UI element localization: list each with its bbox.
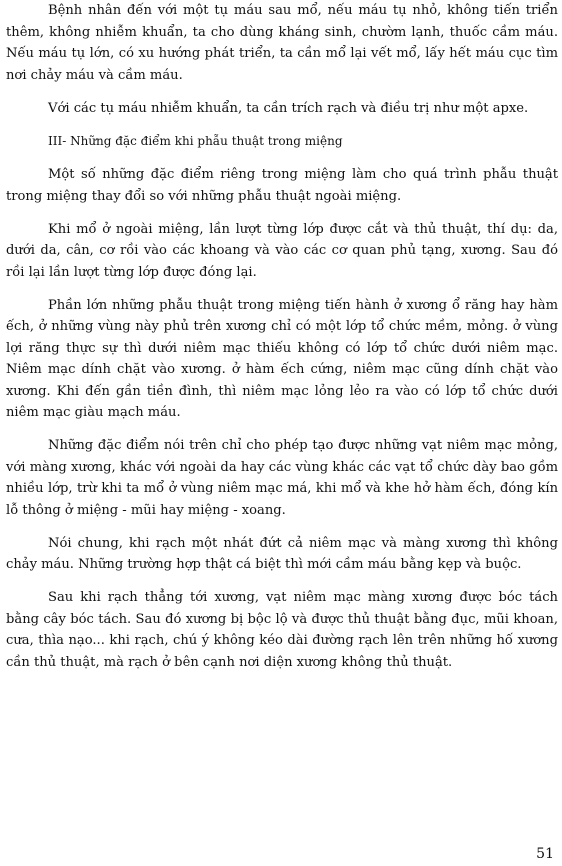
paragraph-infected-hematoma: Với các tụ máu nhiễm khuẩn, ta cần trích rạch và điều trị như một apxe.: [48, 100, 529, 116]
page-body: [6, 0, 558, 685]
page-number: 51: [536, 846, 554, 862]
paragraph-hematoma-treatment: Bệnh nhân đến với một tụ máu sau mổ, nếu máu tụ nhỏ, không tiến triển thêm, không nhiễm khuẩn, ta cho dùng kháng sinh, chườm lạnh, thuốc cầm máu. Nếu máu tụ lớn, có xu hướng phát triển, ta cần mổ lại vết mổ, lấy hết máu cục tìm nơi chảy máu và cầm máu.: [6, 3, 558, 83]
paragraph-incision-bleeding: Nói chung, khi rạch một nhát đứt cả niêm mạc và màng xương thì không chảy máu. Những trường hợp thật cá biệt thì mới cầm máu bằng kẹp và buộc.: [6, 535, 558, 572]
paragraph-oral-surgery-intro: Một số những đặc điểm riêng trong miệng làm cho quá trình phẫu thuật trong miệng thay đổi so với những phẫu thuật ngoài miệng.: [6, 167, 558, 204]
paragraph-external-surgery: Khi mổ ở ngoài miệng, lần lượt từng lớp được cắt và thủ thuật, thí dụ: da, dưới da, cân, cơ rồi vào các khoang và vào các cơ quan phủ tạng, xương. Sau đó rồi lại lần lượt từng lớp được đóng lại.: [6, 221, 558, 280]
paragraph-flap-characteristics: Những đặc điểm nói trên chỉ cho phép tạo được những vạt niêm mạc mỏng, với màng xương, khác với ngoài da hay các vùng khác các vạt tổ chức dày bao gồm nhiều lớp, trừ khi ta mổ ở vùng niêm mạc má, khi mổ và khe hở hàm ếch, đóng kín lỗ thông ở miệng - mũi hay miệng - xoang.: [6, 438, 558, 518]
section-heading: III- Những đặc điểm khi phẫu thuật trong miệng: [48, 133, 343, 148]
paragraph-mucosa-layers: Phần lớn những phẫu thuật trong miệng tiến hành ở xương ổ răng hay hàm ếch, ở những vùng này phủ trên xương chỉ có một lớp tổ chức mềm, mỏng. ở vùng lợi răng thực sự thì dưới niêm mạc thiếu không có lớp tổ chức dưới niêm mạc. Niêm mạc dính chặt vào xương. ở hàm ếch cứng, niêm mạc cũng dính chặt vào xương. Khi đến gần tiền đình, thì niêm mạc lỏng lẻo ra vào có lớp tổ chức dưới niêm mạc giàu mạch máu.: [6, 297, 558, 420]
paragraph-flap-elevation: Sau khi rạch thẳng tới xương, vạt niêm mạc màng xương được bóc tách bằng cây bóc tách. Sau đó xương bị bộc lộ và được thủ thuật bằng đục, mũi khoan, cưa, thìa nạo... khi rạch, chú ý không kéo dài đường rạch lên trên những hố xương cần thủ thuật, mà rạch ở bên cạnh nơi diện xương không thủ thuật.: [6, 590, 558, 670]
